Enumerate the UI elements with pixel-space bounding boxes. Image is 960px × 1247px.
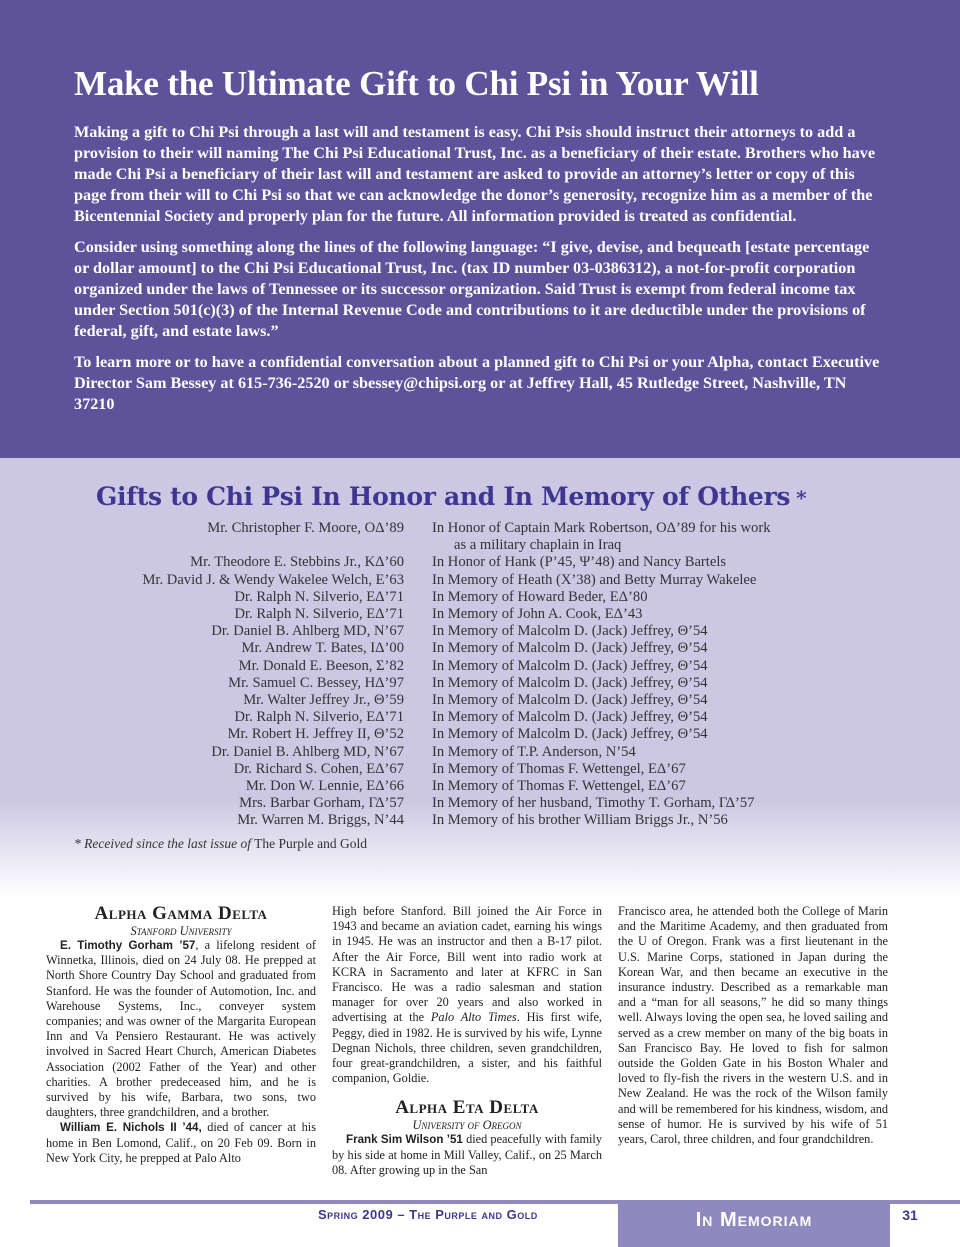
will-paragraph-2: Consider using something along the lines of the following language: “I give, devise, and bequeath [estate percentage or dollar amount] to the Chi Psi Educational Trust, Inc. (tax ID number 03-0386312), a not-for-profit corporation organized under the laws of Tennessee or its successor organization. Said Trust is exempt from federal income tax under Section 501(c)(3) of the Internal Revenue Code and contributions to it are deductible under the provisions of federal, gift, and estate laws.” (74, 238, 870, 340)
gift-separator (404, 812, 432, 829)
obituary-name: Frank Sim Wilson ’51 (346, 1133, 463, 1147)
gift-purpose-text: In Memory of Malcolm D. (Jack) Jeffrey, Θ’54 (432, 623, 708, 640)
gift-purpose-text: In Memory of her husband, Timothy T. Gorham, ΓΔ’57 (432, 795, 755, 812)
gift-row (0, 520, 960, 554)
gift-separator (404, 606, 432, 623)
gift-donor: Mr. Don W. Lennie, EΔ’66 (245, 778, 404, 795)
obituary-name: E. Timothy Gorham ’57 (60, 939, 196, 952)
gift-row (0, 761, 960, 778)
memoriam-column-1 (46, 904, 316, 1166)
obituary-text: , a lifelong resident of Winnetka, Illinois, died on 24 July 08. He prepped at North Shore Country Day School and graduated from Stanford. He was the founder of Automotion, Inc. and Warehouse Systems, Inc., conveyer system companies; and was owner of the Margarita European Inn and Va Pensiero Restaurant. He was actively involved in Sacred Heart Church, American Diabetes Association (2002 Father of the Year) and other charities. A brother predeceased him, and he is survived by his wife, Barbara, two sons, two daughters, three grandchildren, and a brother. (46, 938, 316, 1120)
gift-donor: Mr. Andrew T. Bates, IΔ’00 (241, 640, 404, 657)
gift-purpose (432, 812, 872, 829)
gift-donor: Mr. David J. & Wendy Wakelee Welch, E’63 (142, 571, 404, 588)
gift-purpose-text: In Honor of Captain Mark Robertson, OΔ’89 for his work (432, 520, 771, 536)
gift-row (0, 744, 960, 761)
gift-row (0, 640, 960, 657)
gift-purpose-text: In Memory of John A. Cook, EΔ’43 (432, 606, 643, 623)
gift-purpose-text: In Memory of Malcolm D. (Jack) Jeffrey, Θ’54 (432, 657, 708, 674)
gift-purpose (432, 572, 872, 589)
gift-purpose (432, 692, 872, 709)
chapter-name: Alpha Eta Delta (395, 1097, 539, 1119)
gift-purpose (432, 761, 872, 778)
gift-row (0, 589, 960, 606)
gift-donor: Mr. Donald E. Beeson, Σ’82 (238, 657, 404, 674)
gift-purpose-text: In Memory of Malcolm D. (Jack) Jeffrey, Θ’54 (432, 709, 708, 726)
gift-separator (404, 623, 432, 640)
obituary-continued (332, 904, 602, 1086)
gift-row (0, 726, 960, 743)
gift-purpose (432, 726, 872, 743)
gift-row (0, 795, 960, 812)
gift-purpose (432, 744, 872, 761)
page-number: 31 (902, 1207, 918, 1223)
gift-separator (404, 640, 432, 657)
gift-purpose-text: In Memory of Malcolm D. (Jack) Jeffrey, Θ’54 (432, 640, 708, 657)
gift-row (0, 812, 960, 829)
gift-purpose-text: In Memory of Malcolm D. (Jack) Jeffrey, Θ’54 (432, 726, 708, 743)
gift-separator (404, 520, 432, 554)
gift-purpose-text: In Memory of Malcolm D. (Jack) Jeffrey, Θ’54 (432, 692, 708, 709)
gift-separator (404, 658, 432, 675)
memoriam-column-2 (332, 904, 602, 1178)
gift-row (0, 658, 960, 675)
gift-separator (404, 761, 432, 778)
gift-purpose (432, 658, 872, 675)
gift-donor: Mr. Walter Jeffrey Jr., Θ’59 (243, 692, 404, 709)
gift-purpose (432, 520, 872, 554)
will-paragraph-3: To learn more or to have a confidential conversation about a planned gift to Chi Psi or your Alpha, contact Executive Director Sam Bessey at 615-736-2520 or sbessey@chipsi.org or at Jeffrey Hall, 45 Rutledge Street, Nashville, TN 37210 (74, 353, 880, 413)
obituary-entry (332, 1132, 602, 1178)
obituary-entry (46, 938, 316, 1120)
gift-list (0, 520, 960, 830)
gift-separator (404, 589, 432, 606)
gift-purpose (432, 778, 872, 795)
gift-purpose-text: In Memory of his brother William Briggs Jr., N’56 (432, 812, 728, 829)
footer-section-tab: In Memoriam (618, 1203, 890, 1247)
gift-purpose-text: In Memory of Howard Beder, EΔ’80 (432, 588, 648, 605)
will-title: Make the Ultimate Gift to Chi Psi in Your Will (74, 64, 759, 103)
gift-purpose (432, 554, 872, 571)
gift-separator (404, 709, 432, 726)
gift-purpose (432, 589, 872, 606)
gift-donor: Mr. Samuel C. Bessey, HΔ’97 (228, 674, 404, 691)
gift-row (0, 623, 960, 640)
gifts-title-text: Gifts to Chi Psi In Honor and In Memory of Others (96, 482, 791, 511)
will-gift-box (0, 0, 960, 458)
gift-donor: Mr. Robert H. Jeffrey II, Θ’52 (227, 726, 404, 743)
gift-donor: Dr. Ralph N. Silverio, EΔ’71 (234, 588, 404, 605)
gift-separator (404, 744, 432, 761)
gift-purpose-text: In Honor of Hank (P’45, Ψ’48) and Nancy Bartels (432, 554, 727, 571)
gift-donor: Dr. Ralph N. Silverio, EΔ’71 (234, 709, 404, 726)
gifts-footnote (74, 836, 367, 852)
gift-donor: Dr. Ralph N. Silverio, EΔ’71 (234, 606, 404, 623)
gift-separator (404, 572, 432, 589)
gift-row (0, 675, 960, 692)
gift-donor: Mr. Warren M. Briggs, N’44 (237, 812, 404, 829)
chapter-school: Stanford University (130, 924, 232, 938)
gifts-title (96, 482, 806, 511)
gift-row (0, 606, 960, 623)
gift-row (0, 692, 960, 709)
obituary-text: . His first wife, Peggy, died in 1982. He is survived by his wife, Lynne Degnan Nichols, three children, seven grandchildren, four great-grandchildren, a sister, and his faithful companion, Goldie. (332, 1010, 602, 1086)
gift-row (0, 778, 960, 795)
gift-purpose (432, 795, 872, 812)
chapter-name: Alpha Gamma Delta (94, 903, 268, 924)
obituary-name: William E. Nichols II ’44, (60, 1121, 202, 1135)
gift-purpose (432, 709, 872, 726)
gift-separator (404, 554, 432, 571)
gift-purpose (432, 640, 872, 657)
gift-purpose-text: In Memory of Malcolm D. (Jack) Jeffrey, Θ’54 (432, 674, 708, 691)
gifts-footnote-publication: The Purple and Gold (254, 836, 367, 851)
gift-purpose (432, 675, 872, 692)
gift-purpose-continued: as a military chaplain in Iraq (454, 537, 622, 554)
footer-issue: Spring 2009 – The Purple and Gold (318, 1207, 538, 1222)
gift-purpose-text: In Memory of Thomas F. Wettengel, EΔ’67 (432, 760, 686, 777)
gift-donor: Dr. Daniel B. Ahlberg MD, N’67 (211, 743, 404, 760)
gift-row (0, 554, 960, 571)
gift-purpose-text: In Memory of Thomas F. Wettengel, EΔ’67 (432, 778, 686, 795)
gifts-footnote-text: * Received since the last issue of (74, 836, 251, 851)
obituary-text: died peacefully with family by his side at home in Mill Valley, Calif., on 25 March 08. After growing up in the San (332, 1132, 602, 1177)
gifts-section (0, 458, 960, 898)
gift-purpose-text: In Memory of T.P. Anderson, N’54 (432, 743, 636, 760)
gift-separator (404, 692, 432, 709)
gift-separator (404, 795, 432, 812)
publication-name: Palo Alto Times (430, 1010, 517, 1025)
obituary-text: died of cancer at his home in Ben Lomond, Calif., on 20 Feb 09. Born in New York City, he prepped at Palo Alto (46, 1120, 316, 1165)
gift-donor: Dr. Richard S. Cohen, EΔ’67 (233, 760, 404, 777)
gift-separator (404, 778, 432, 795)
gift-separator (404, 726, 432, 743)
gift-donor: Mr. Theodore E. Stebbins Jr., KΔ’60 (190, 554, 404, 571)
will-paragraph-1: Making a gift to Chi Psi through a last will and testament is easy. Chi Psis should instruct their attorneys to add a provision to their will naming The Chi Psi Educational Trust, Inc. as a beneficiary of their estate. Brothers who have made Chi Psi a beneficiary of their last will and testament are asked to provide an attorney’s letter or copy of this page from their will to Chi Psi so that we can acknowledge the donor’s generosity, recognize him as a member of the Bicentennial Society and properly plan for the future. All information provided is treated as confidential. (74, 123, 876, 225)
gift-row (0, 709, 960, 726)
gifts-title-asterisk: * (796, 486, 807, 510)
gift-row (0, 572, 960, 589)
memoriam-column-3 (618, 904, 888, 1147)
chapter-school: University of Oregon (412, 1118, 522, 1133)
memoriam-section (0, 898, 960, 1188)
gift-donor: Mr. Christopher F. Moore, OΔ’89 (207, 520, 404, 536)
obituary-entry (46, 1120, 316, 1166)
obituary-text: High before Stanford. Bill joined the Air Force in 1943 and became an aviation cadet, earning his wings in 1945. He was an instructor and then a B-17 pilot. After the Air Force, Bill went into radio work at KCRA in Sacramento and later at KFRC in San Francisco. He was a radio salesman and station manager for over 20 years and also worked in advertising at the (332, 904, 602, 1025)
gift-separator (404, 675, 432, 692)
obituary-continued: Francisco area, he attended both the College of Marin and the Maritime Academy, and then graduated from the U of Oregon. Frank was a first lieutenant in the U.S. Marine Corps, stationed in Japan during the Korean War, and then became an executive in the insurance industry. Described as a remarkable man and a “man for all seasons,” he did so many things well. Always loving the open sea, he loved sailing and served as a crew member on many of the big boats in San Francisco Bay. He loved to fish for salmon outside the Golden Gate in his Boston Whaler and loved to fly-fish the rivers in the western U.S. and in New Zealand. He was the rock of the Wilson family and will be remembered for his kindness, wisdom, and sense of humor. He is survived by his wife of 51 years, Carol, three children, and four grandchildren. (618, 904, 888, 1147)
gift-purpose (432, 623, 872, 640)
gift-donor: Dr. Daniel B. Ahlberg MD, N’67 (211, 623, 404, 640)
gift-purpose-text: In Memory of Heath (X’38) and Betty Murray Wakelee (432, 571, 757, 588)
gift-purpose (432, 606, 872, 623)
gift-donor: Mrs. Barbar Gorham, ΓΔ’57 (239, 795, 404, 812)
